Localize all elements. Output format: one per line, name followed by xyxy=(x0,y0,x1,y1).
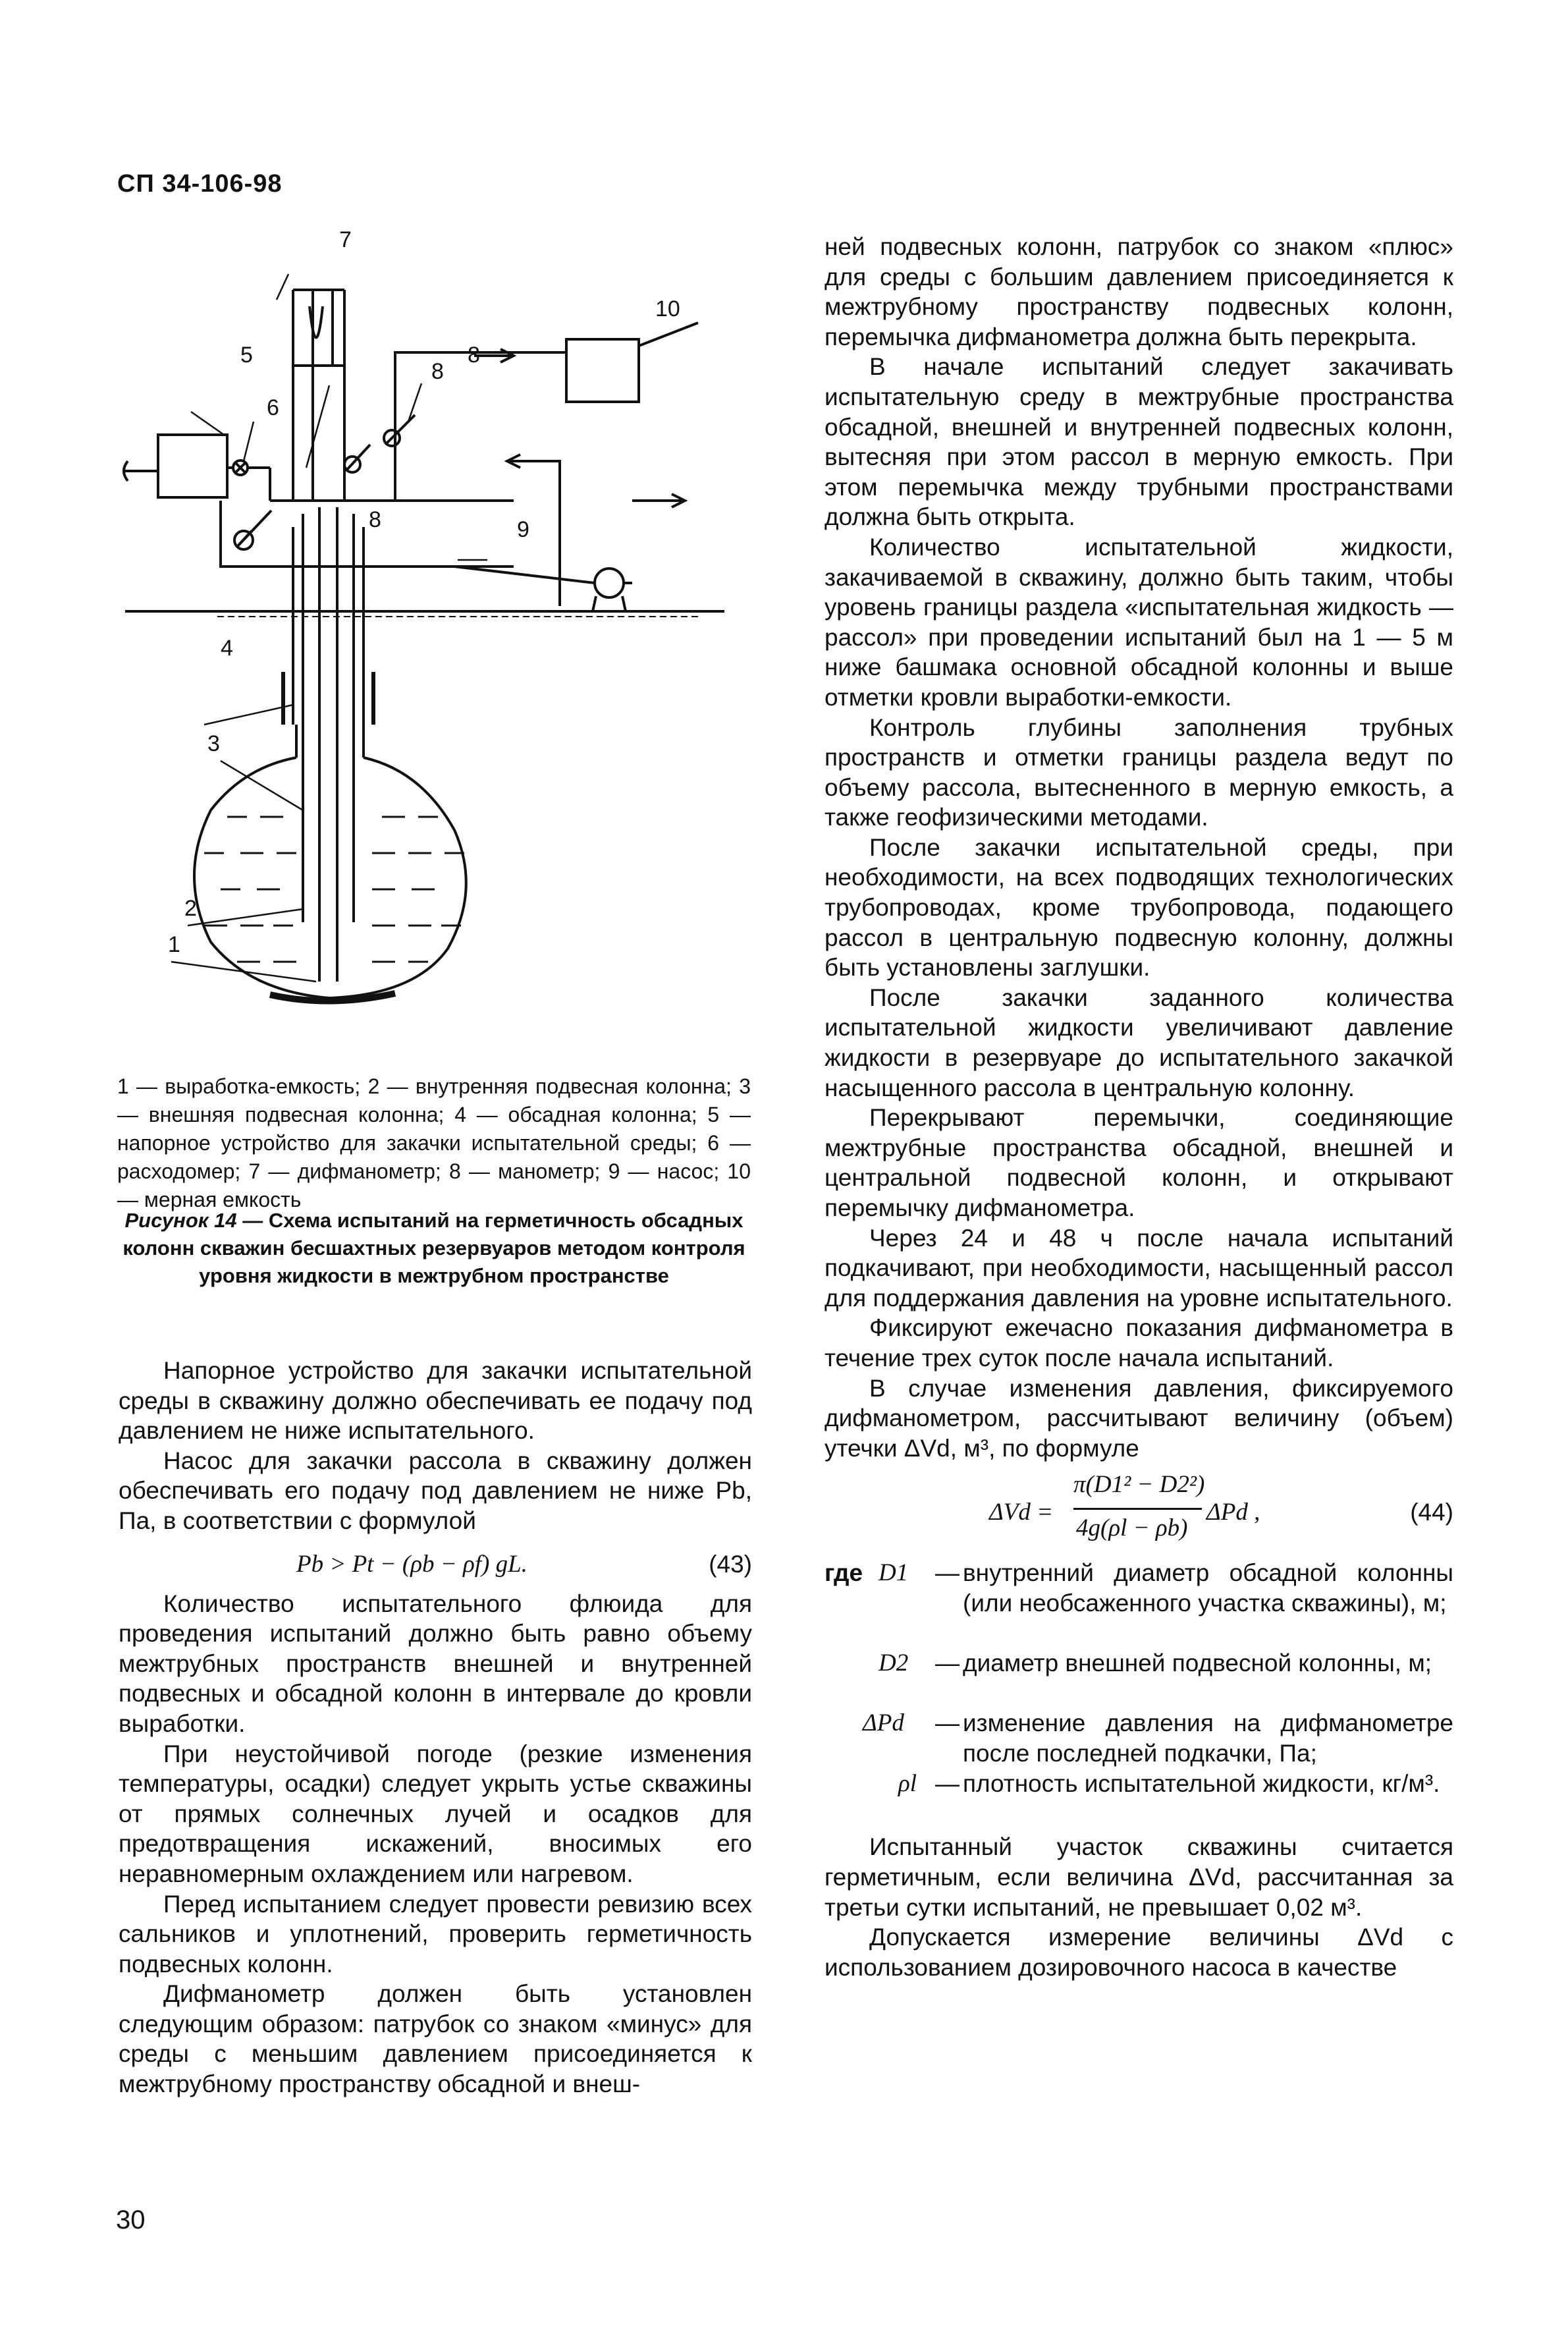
formula-44 xyxy=(825,1470,1453,1555)
figure-caption xyxy=(117,1207,751,1290)
paragraph: В начале испытаний следует закачивать испытательную среду в межтрубные пространства обсадной, внешней и внутренней подвесных колонн, вытесняя при этом рассол в мерную емкость. При этом перемычка между трубными пространствами должна быть открыта. xyxy=(825,353,1453,531)
label-8c: 8 xyxy=(369,507,381,532)
formula-43-number: (43) xyxy=(709,1550,752,1578)
def-dash: — xyxy=(935,1649,960,1677)
paragraph: Контроль глубины заполнения трубных пространств и отметки границы раздела ведут по объему рассола, вытесненного в мерную емкость, а также геофизическими методами. xyxy=(825,713,1453,831)
fraction-bar xyxy=(1073,1508,1202,1510)
paragraph: Перед испытанием следует провести ревизию всех сальников и уплотнений, проверить герметичность подвесных колонн. xyxy=(119,1890,752,1978)
paragraph: Количество испытательного флюида для проведения испытаний должно быть равно объему межтрубных пространств внешней и внутренней подвесных и обсадной колонн в интервале до кровли выработки. xyxy=(119,1590,752,1737)
label-8a: 8 xyxy=(431,359,444,384)
pressure-device-box xyxy=(158,435,227,497)
def-dash: — xyxy=(935,1770,960,1798)
label-1: 1 xyxy=(168,932,180,957)
def-dash: — xyxy=(935,1709,960,1737)
formula-44-denominator: 4g(ρl − ρb) xyxy=(1076,1514,1188,1542)
def-text: изменение давления на дифманометре после последней подкачки, Па; xyxy=(963,1709,1453,1767)
figure-title-text: — Схема испытаний на герметичность обсадных колонн скважин бесшахтных резервуаров методом контроля уровня жидкости в межтрубном пространстве xyxy=(122,1209,745,1287)
formula-44-rhs: ΔPd , xyxy=(1206,1499,1260,1526)
measuring-tank-box xyxy=(566,339,639,402)
formula-44-numerator: π(D1² − D2²) xyxy=(1073,1471,1205,1499)
paragraph: Напорное устройство для закачки испытательной среды в скважину должно обеспечивать ее подачу под давлением не ниже испытательного. xyxy=(119,1357,752,1445)
paragraph: После закачки заданного количества испытательной жидкости увеличивают давление жидкости в резервуаре до испытательного закачкой насыщенного рассола в центральную колонну. xyxy=(825,984,1453,1101)
label-4: 4 xyxy=(221,636,233,661)
paragraph: ней подвесных колонн, патрубок со знаком «плюс» для среды с большим давлением присоединяется к межтрубному пространству подвесных колонн, перемычка дифманометра должна быть перекрыта. xyxy=(825,233,1453,350)
figure-number: Рисунок 14 xyxy=(124,1209,237,1232)
paragraph: Дифманометр должен быть установлен следующим образом: патрубок со знаком «минус» для среды с меньшим давлением присоединяется к межтрубному пространству обсадной и внеш- xyxy=(119,1980,752,2098)
def-symbol: D2 xyxy=(879,1649,909,1677)
paragraph: Количество испытательной жидкости, закачиваемой в скважину, должно быть таким, чтобы уровень границы раздела «испытательная жидкость — рассол» при проведении испытаний был на 1 — 5 м ниже башмака основной обсадной колонны и выше отметки кровли выработки-емкости. xyxy=(825,533,1453,711)
paragraph: При неустойчивой погоде (резкие изменения температуры, осадки) следует укрыть устье скважины от прямых солнечных лучей и осадков для предотвращения искажений, вносимых его неравномерным охлаждением или нагревом. xyxy=(119,1740,752,1887)
def-symbol: D1 xyxy=(879,1559,909,1587)
paragraph: Через 24 и 48 ч после начала испытаний подкачивают, при необходимости, насыщенный рассол для поддержания давления на уровне испытательного. xyxy=(825,1224,1453,1312)
label-3: 3 xyxy=(207,731,220,756)
paragraph: В случае изменения давления, фиксируемого дифманометром, рассчитывают величину (объем) утечки ΔVd, м³, по формуле xyxy=(825,1374,1453,1462)
label-6: 6 xyxy=(267,395,279,420)
def-dash: — xyxy=(935,1559,960,1587)
definitions-list xyxy=(825,1558,1453,1832)
label-7: 7 xyxy=(339,227,352,252)
formula-43-expression: Pb > Pt − (ρb − ρf) gL. xyxy=(296,1550,527,1578)
figure-legend: 1 — выработка-емкость; 2 — внутренняя подвесная колонна; 3 — внешняя подвесная колонна; 4 — обсадная колонна; 5 — напорное устройство для закачки испытательной среды; 6 — расходомер; 7 — дифманометр; 8 — манометр; 9 — насос; 10 — мерная емкость xyxy=(117,1074,751,1211)
def-symbol: ρl xyxy=(898,1770,917,1798)
right-column xyxy=(825,232,1453,1982)
label-8b: 8 xyxy=(468,343,480,368)
formula-43 xyxy=(119,1541,752,1589)
paragraph: Насос для закачки рассола в скважину должен обеспечивать его подачу под давлением не ниже Pb, Па, в соответствии с формулой xyxy=(119,1447,752,1534)
label-2: 2 xyxy=(184,896,197,921)
def-text: плотность испытательной жидкости, кг/м³. xyxy=(963,1770,1440,1798)
left-column xyxy=(119,1356,752,2099)
paragraph: Испытанный участок скважины считается герметичным, если величина ΔVd, рассчитанная за третьи сутки испытаний, не превышает 0,02 м³. xyxy=(825,1833,1453,1921)
where-label: где xyxy=(825,1559,863,1587)
page-number: 30 xyxy=(116,2205,146,2234)
def-text: диаметр внешней подвесной колонны, м; xyxy=(963,1649,1432,1677)
def-text: внутренний диаметр обсадной колонны (или необсаженного участка скважины), м; xyxy=(963,1559,1453,1617)
paragraph: Допускается измерение величины ΔVd с использованием дозировочного насоса в качестве xyxy=(825,1924,1453,1981)
document-code: СП 34-106-98 xyxy=(117,170,283,198)
label-10: 10 xyxy=(655,296,680,321)
label-5: 5 xyxy=(240,343,253,368)
well-test-diagram xyxy=(105,217,751,1054)
label-9: 9 xyxy=(517,517,529,542)
def-symbol: ΔPd xyxy=(863,1709,904,1737)
paragraph: После закачки испытательной среды, при необходимости, на всех подводящих технологических трубопроводах, кроме трубопровода, подающего рассол в центральную подвесную колонну, должны быть установлены заглушки. xyxy=(825,833,1453,982)
paragraph: Перекрывают перемычки, соединяющие межтрубные пространства обсадной, внешней и центральной подвесной колонн, и открывают перемычку дифманометра. xyxy=(825,1104,1453,1221)
formula-44-lhs: ΔVd = xyxy=(989,1499,1054,1526)
formula-44-number: (44) xyxy=(1410,1499,1453,1526)
paragraph: Фиксируют ежечасно показания дифманометра в течение трех суток после начала испытаний. xyxy=(825,1314,1453,1372)
